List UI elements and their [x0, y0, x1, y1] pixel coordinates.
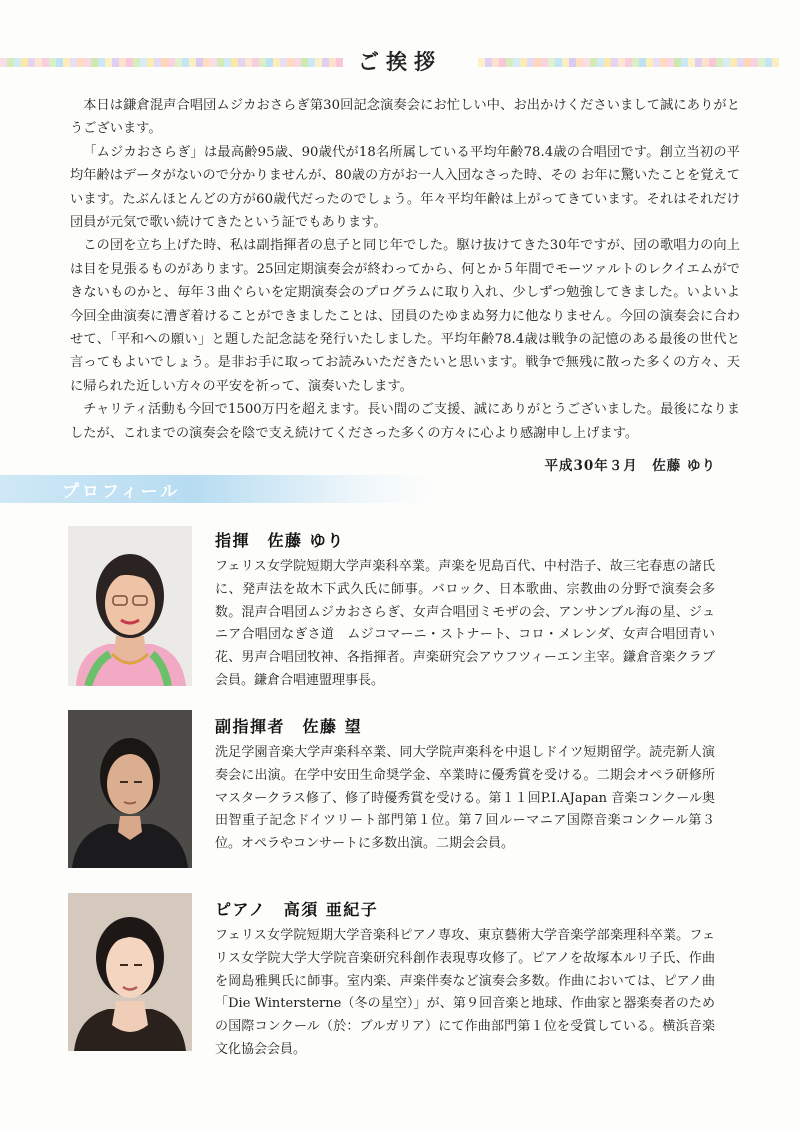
pianist-name: ピアノ 高須 亜紀子	[215, 900, 379, 919]
profile-banner	[0, 475, 430, 503]
conductor-bio: フェリス女学院短期大学声楽科卒業。声楽を児島百代、中村浩子、故三宅春恵の諸氏に、発声法を故木下武久氏に師事。バロック、日本歌曲、宗教曲の分野で演奏会多数。混声合唱団ムジカおさらぎ、女声合唱団ミモザの会、アンサンブル海の星、ジュニア合唱団なぎさ道 ムジコマーニ・ストナート、コロ・メレンダ、女声合唱団青い花、男声合唱団牧神、各指揮者。声楽研究会アウフツィーエン主宰。鎌倉音楽クラブ会員。鎌倉合唱連盟理事長。	[215, 559, 715, 688]
pianist-photo	[68, 893, 192, 1051]
greeting-paragraph: この団を立ち上げた時、私は副指揮者の息子と同じ年でした。駆け抜けてきた30年ですが、団の歌唱力の向上は目を見張るものがあります。25回定期演奏会が終わってから、何とか５年間でモーツァルトのレクイエムができないものかと、毎年３曲ぐらいを定期演奏会のプログラムに取り入れ、少しずつ勉強してきました。いよいよ今回全曲演奏に漕ぎ着けることができましたことは、団員のたゆまぬ努力に他なりません。今回の演奏会に合わせて、「平和への願い」と題した記念誌を発行いたしました。平均年齢78.4歳は戦争の記憶のある最後の世代と言ってもよいでしょう。是非お手に取ってお読みいただきたいと思います。戦争で無残に散った多くの方々、天に帰られた近しい方々の平安を祈って、演奏いたします。	[70, 238, 740, 394]
greeting-paragraph: 「ムジカおさらぎ」は最高齢95歳、90歳代が18名所属している平均年齢78.4歳の合唱団です。創立当初の平均年齢はデータがないので分かりませんが、80歳の方がお一人入団なさった時、その お年に驚いたことを覚えています。たぶんほとんどの方が60歳代だったのでしょう。年々平均年齢は上がってきています。それはそれだけ団員が元気で歌い続けてきたという証でもあります。	[70, 144, 740, 231]
conductor-name: 指揮 佐藤 ゆり	[215, 531, 345, 550]
assistant-conductor-name: 副指揮者 佐藤 望	[215, 717, 363, 736]
greeting-paragraph: 本日は鎌倉混声合唱団ムジカおさらぎ第30回記念演奏会にお忙しい中、お出かけくださいまして誠にありがとうございます。	[70, 98, 740, 137]
greeting-signature: 平成30年３月 佐藤 ゆり	[544, 458, 716, 474]
assistant-conductor-bio: 洗足学園音楽大学声楽科卒業、同大学院声楽科を中退しドイツ短期留学。読売新人演奏会に出演。在学中安田生命奨学金、卒業時に優秀賞を受ける。二期会オペラ研修所マスタークラス修了、修了時優秀賞を受ける。第１１回P.I.AJapan 音楽コンクール奥田智重子記念ドイツリート部門第１位。第７回ルーマニア国際音楽コンクール第３位。オペラやコンサートに多数出演。二期会会員。	[215, 745, 715, 852]
greeting-title: ご挨拶	[358, 49, 442, 74]
greeting-body	[70, 94, 740, 445]
conductor-photo	[68, 526, 192, 686]
assistant-conductor-photo	[68, 710, 192, 868]
pianist-bio: フェリス女学院短期大学音楽科ピアノ専攻、東京藝術大学音楽学部楽理科卒業。フェリス女学院大学大学院音楽研究科創作表現専攻修了。ピアノを故塚本ルリ子氏、作曲を岡島雅興氏に師事。室内楽、声楽伴奏など演奏会多数。作曲においては、ピアノ曲「Die Wintersterne（冬の星空）」が、第９回音楽と地球、作曲家と器楽奏者のための国際コンクール（於：ブルガリア）にて作曲部門第１位を受賞している。横浜音楽文化協会会員。	[215, 928, 715, 1057]
greeting-paragraph: チャリティ活動も今回で1500万円を超えます。長い間のご支援、誠にありがとうございました。最後になりましたが、これまでの演奏会を陰で支え続けてくださった多くの方々に心より感謝申し上げます。	[70, 402, 740, 441]
profile-heading: プロフィール	[62, 482, 181, 502]
